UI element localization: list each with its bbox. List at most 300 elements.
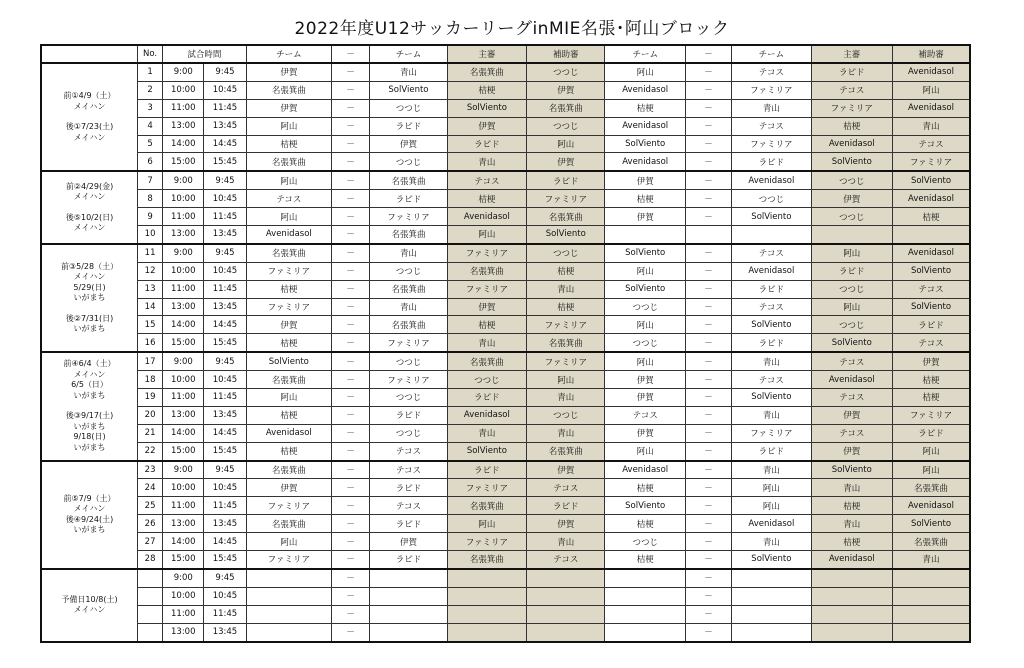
assistant-1-cell: 阿山 (527, 135, 605, 153)
referee-2-cell: Avenidasol (811, 135, 892, 153)
vs-2-cell: － (685, 371, 731, 389)
referee-1-cell: 名張箕曲 (447, 262, 526, 280)
table-row (41, 316, 970, 334)
assistant-2-cell: テコス (892, 334, 970, 352)
team-b1-cell: 伊賀 (370, 533, 447, 551)
match-no-cell (138, 569, 163, 587)
end-time-cell: 10:45 (204, 262, 246, 280)
team-a1-cell: 阿山 (246, 208, 331, 226)
team-b2-cell: Avenidasol (732, 262, 811, 280)
header-vs-1: － (332, 45, 370, 63)
assistant-1-cell: 阿山 (527, 371, 605, 389)
assistant-1-cell: ラピド (527, 171, 605, 189)
end-time-cell: 10:45 (204, 587, 246, 605)
team-a1-cell: 名張箕曲 (246, 371, 331, 389)
team-b1-cell: つつじ (370, 153, 447, 171)
referee-1-cell: 桔梗 (447, 316, 526, 334)
referee-2-cell: 桔梗 (811, 533, 892, 551)
end-time-cell: 11:45 (204, 497, 246, 515)
referee-2-cell: 青山 (811, 479, 892, 497)
assistant-2-cell: ファミリア (892, 153, 970, 171)
team-b1-cell: ラピド (370, 515, 447, 533)
team-b1-cell: 青山 (370, 63, 447, 81)
match-no-cell: 25 (138, 497, 163, 515)
team-a1-cell (246, 605, 331, 623)
match-no-cell: 15 (138, 316, 163, 334)
referee-1-cell: ファミリア (447, 479, 526, 497)
team-b2-cell (732, 587, 811, 605)
team-b2-cell: テコス (732, 244, 811, 262)
referee-1-cell: SolViento (447, 99, 526, 117)
team-b1-cell: つつじ (370, 262, 447, 280)
team-a1-cell: 伊賀 (246, 63, 331, 81)
team-b2-cell: ラピド (732, 334, 811, 352)
table-row (41, 81, 970, 99)
referee-2-cell: 伊賀 (811, 190, 892, 208)
team-b1-cell: テコス (370, 442, 447, 460)
page-title: 2022年度U12サッカーリーグinMIE名張･阿山ブロック (294, 19, 730, 39)
assistant-2-cell: テコス (892, 135, 970, 153)
assistant-1-cell: 伊賀 (527, 515, 605, 533)
team-a2-cell: 桔梗 (605, 551, 685, 569)
vs-2-cell: － (685, 551, 731, 569)
team-a2-cell: 伊賀 (605, 171, 685, 189)
referee-1-cell: ラピド (447, 135, 526, 153)
matchday-line: いがまち (73, 442, 106, 452)
team-b1-cell: 名張箕曲 (370, 316, 447, 334)
start-time-cell: 14:00 (163, 424, 204, 442)
referee-1-cell: 桔梗 (447, 81, 526, 99)
vs-1-cell: － (332, 442, 370, 460)
team-b1-cell: 青山 (370, 298, 447, 316)
team-a1-cell: 桔梗 (246, 406, 331, 424)
team-b2-cell: 青山 (732, 461, 811, 479)
assistant-2-cell: 阿山 (892, 461, 970, 479)
table-row (41, 171, 970, 189)
team-b1-cell: つつじ (370, 352, 447, 370)
start-time-cell: 15:00 (163, 551, 204, 569)
table-row (41, 117, 970, 135)
referee-1-cell: 阿山 (447, 226, 526, 244)
team-a2-cell (605, 623, 685, 641)
match-no-cell: 2 (138, 81, 163, 99)
end-time-cell: 13:45 (204, 406, 246, 424)
matchday-label (41, 244, 138, 352)
assistant-1-cell: 名張箕曲 (527, 99, 605, 117)
referee-1-cell (447, 623, 526, 641)
referee-1-cell: ファミリア (447, 533, 526, 551)
matchday-line: 後④9/24(土) (65, 514, 114, 524)
vs-1-cell: － (332, 63, 370, 81)
assistant-1-cell: 青山 (527, 424, 605, 442)
referee-2-cell: ファミリア (811, 99, 892, 117)
assistant-2-cell: Avenidasol (892, 63, 970, 81)
assistant-2-cell: 阿山 (892, 81, 970, 99)
assistant-2-cell: 桔梗 (892, 371, 970, 389)
team-b1-cell: ファミリア (370, 208, 447, 226)
vs-1-cell: － (332, 298, 370, 316)
vs-2-cell: － (685, 533, 731, 551)
assistant-2-cell: SolViento (892, 515, 970, 533)
assistant-2-cell (892, 623, 970, 641)
vs-1-cell: － (332, 406, 370, 424)
assistant-2-cell (892, 605, 970, 623)
assistant-1-cell: 桔梗 (527, 298, 605, 316)
assistant-1-cell (527, 587, 605, 605)
vs-2-cell: － (685, 497, 731, 515)
match-no-cell: 11 (138, 244, 163, 262)
vs-2-cell: － (685, 190, 731, 208)
end-time-cell: 11:45 (204, 280, 246, 298)
match-no-cell: 19 (138, 389, 163, 407)
team-b2-cell (732, 226, 811, 244)
team-a2-cell: Avenidasol (605, 461, 685, 479)
referee-1-cell (447, 569, 526, 587)
assistant-1-cell (527, 605, 605, 623)
vs-1-cell: － (332, 424, 370, 442)
matchday-line: 前①4/9（土） (63, 91, 116, 101)
table-row (41, 63, 970, 81)
assistant-1-cell: 青山 (527, 280, 605, 298)
vs-2-cell: － (685, 99, 731, 117)
team-b2-cell: ラピド (732, 153, 811, 171)
referee-2-cell: 青山 (811, 515, 892, 533)
referee-1-cell: 阿山 (447, 515, 526, 533)
table-row (41, 479, 970, 497)
assistant-1-cell: 名張箕曲 (527, 334, 605, 352)
assistant-1-cell: テコス (527, 551, 605, 569)
vs-2-cell: － (685, 623, 731, 641)
match-no-cell: 16 (138, 334, 163, 352)
table-row (41, 371, 970, 389)
vs-2-cell: － (685, 352, 731, 370)
team-b2-cell: ファミリア (732, 81, 811, 99)
end-time-cell: 14:45 (204, 135, 246, 153)
team-b2-cell: ファミリア (732, 424, 811, 442)
end-time-cell: 13:45 (204, 117, 246, 135)
team-b1-cell: SolViento (370, 81, 447, 99)
assistant-1-cell: 伊賀 (527, 81, 605, 99)
table-row (41, 280, 970, 298)
team-a1-cell: ファミリア (246, 551, 331, 569)
team-b1-cell: テコス (370, 497, 447, 515)
vs-2-cell: － (685, 316, 731, 334)
end-time-cell: 9:45 (204, 461, 246, 479)
team-b2-cell (732, 605, 811, 623)
team-a1-cell: 桔梗 (246, 135, 331, 153)
referee-2-cell: 阿山 (811, 298, 892, 316)
table-row (41, 190, 970, 208)
team-a2-cell (605, 587, 685, 605)
team-b2-cell: SolViento (732, 389, 811, 407)
matchday-line: メイハン (73, 223, 106, 233)
start-time-cell: 11:00 (163, 605, 204, 623)
assistant-2-cell: 名張箕曲 (892, 479, 970, 497)
vs-1-cell: － (332, 479, 370, 497)
start-time-cell: 10:00 (163, 479, 204, 497)
referee-1-cell: 名張箕曲 (447, 497, 526, 515)
team-a2-cell (605, 605, 685, 623)
assistant-1-cell: つつじ (527, 406, 605, 424)
team-a1-cell (246, 569, 331, 587)
table-row (41, 569, 970, 587)
vs-1-cell: － (332, 171, 370, 189)
end-time-cell: 10:45 (204, 190, 246, 208)
team-b1-cell (370, 587, 447, 605)
team-b2-cell: テコス (732, 117, 811, 135)
assistant-1-cell: 名張箕曲 (527, 208, 605, 226)
matchday-line: 後①7/23(土) (65, 122, 114, 132)
vs-1-cell: － (332, 316, 370, 334)
team-b2-cell: SolViento (732, 551, 811, 569)
team-a2-cell: 桔梗 (605, 190, 685, 208)
team-a2-cell: SolViento (605, 244, 685, 262)
vs-2-cell: － (685, 117, 731, 135)
table-row (41, 442, 970, 460)
matchday-line: 後③9/17(土) (65, 411, 114, 421)
matchday-label (41, 171, 138, 244)
assistant-2-cell: Avenidasol (892, 244, 970, 262)
team-a1-cell: 阿山 (246, 389, 331, 407)
start-time-cell: 15:00 (163, 153, 204, 171)
matchday-label (41, 569, 138, 642)
header-vs-2: － (685, 45, 731, 63)
match-no-cell: 18 (138, 371, 163, 389)
start-time-cell: 13:00 (163, 298, 204, 316)
table-row (41, 352, 970, 370)
matchday-label (41, 63, 138, 171)
referee-2-cell: ラピド (811, 262, 892, 280)
vs-2-cell (685, 226, 731, 244)
match-no-cell: 17 (138, 352, 163, 370)
team-a1-cell: 名張箕曲 (246, 153, 331, 171)
referee-2-cell (811, 226, 892, 244)
vs-1-cell: － (332, 208, 370, 226)
match-no-cell: 14 (138, 298, 163, 316)
vs-2-cell: － (685, 389, 731, 407)
end-time-cell: 11:45 (204, 208, 246, 226)
vs-2-cell: － (685, 153, 731, 171)
team-a2-cell: 桔梗 (605, 479, 685, 497)
match-no-cell: 10 (138, 226, 163, 244)
vs-2-cell: － (685, 81, 731, 99)
team-a1-cell: Avenidasol (246, 424, 331, 442)
vs-2-cell: － (685, 262, 731, 280)
start-time-cell: 11:00 (163, 497, 204, 515)
referee-1-cell: 名張箕曲 (447, 551, 526, 569)
team-b2-cell: ファミリア (732, 135, 811, 153)
end-time-cell: 9:45 (204, 352, 246, 370)
match-no-cell: 5 (138, 135, 163, 153)
vs-2-cell: － (685, 208, 731, 226)
referee-1-cell: ラピド (447, 461, 526, 479)
matchday-line: 前②4/29(金) (65, 181, 114, 191)
match-no-cell: 8 (138, 190, 163, 208)
end-time-cell: 10:45 (204, 371, 246, 389)
matchday-line: 後②7/31(日) (65, 313, 114, 323)
matchday-line: いがまち (73, 293, 106, 303)
team-b2-cell (732, 623, 811, 641)
team-b2-cell: 青山 (732, 352, 811, 370)
vs-2-cell: － (685, 63, 731, 81)
vs-2-cell: － (685, 587, 731, 605)
vs-2-cell: － (685, 298, 731, 316)
assistant-2-cell: 桔梗 (892, 208, 970, 226)
match-no-cell: 3 (138, 99, 163, 117)
start-time-cell: 9:00 (163, 461, 204, 479)
table-row (41, 153, 970, 171)
header-match-time: 試合時間 (163, 45, 246, 63)
referee-2-cell: つつじ (811, 208, 892, 226)
team-b2-cell: 青山 (732, 406, 811, 424)
match-no-cell (138, 623, 163, 641)
vs-1-cell: － (332, 135, 370, 153)
team-a2-cell (605, 569, 685, 587)
assistant-1-cell: つつじ (527, 117, 605, 135)
vs-1-cell: － (332, 461, 370, 479)
start-time-cell: 11:00 (163, 280, 204, 298)
assistant-2-cell (892, 587, 970, 605)
matchday-line: 9/18(日) (73, 432, 106, 442)
referee-2-cell: SolViento (811, 334, 892, 352)
vs-2-cell: － (685, 424, 731, 442)
start-time-cell: 13:00 (163, 515, 204, 533)
team-a2-cell: 伊賀 (605, 389, 685, 407)
assistant-1-cell: ファミリア (527, 352, 605, 370)
match-no-cell: 9 (138, 208, 163, 226)
assistant-2-cell: 伊賀 (892, 352, 970, 370)
end-time-cell: 14:45 (204, 316, 246, 334)
matchday-label (41, 461, 138, 569)
referee-1-cell: ファミリア (447, 280, 526, 298)
header-group (41, 45, 138, 63)
end-time-cell: 11:45 (204, 99, 246, 117)
team-b1-cell (370, 569, 447, 587)
team-a2-cell: つつじ (605, 298, 685, 316)
team-b2-cell (732, 569, 811, 587)
start-time-cell: 13:00 (163, 117, 204, 135)
team-b1-cell: つつじ (370, 389, 447, 407)
start-time-cell: 10:00 (163, 371, 204, 389)
vs-1-cell: － (332, 262, 370, 280)
header-team-b2: チーム (732, 45, 811, 63)
team-a2-cell: 阿山 (605, 63, 685, 81)
table-row (41, 424, 970, 442)
matchday-line: いがまち (73, 525, 106, 535)
referee-2-cell: 伊賀 (811, 442, 892, 460)
end-time-cell: 13:45 (204, 623, 246, 641)
table-row (41, 334, 970, 352)
team-a1-cell (246, 623, 331, 641)
start-time-cell: 10:00 (163, 587, 204, 605)
referee-2-cell: 伊賀 (811, 406, 892, 424)
assistant-2-cell: Avenidasol (892, 99, 970, 117)
assistant-2-cell: SolViento (892, 262, 970, 280)
assistant-1-cell: 桔梗 (527, 262, 605, 280)
team-a1-cell: 阿山 (246, 171, 331, 189)
end-time-cell: 14:45 (204, 424, 246, 442)
match-no-cell: 13 (138, 280, 163, 298)
assistant-1-cell: つつじ (527, 63, 605, 81)
team-b1-cell: 名張箕曲 (370, 226, 447, 244)
vs-2-cell: － (685, 479, 731, 497)
team-a1-cell: 名張箕曲 (246, 244, 331, 262)
assistant-2-cell: 桔梗 (892, 389, 970, 407)
vs-2-cell: － (685, 135, 731, 153)
vs-1-cell: － (332, 244, 370, 262)
team-a1-cell: 阿山 (246, 117, 331, 135)
team-a1-cell: 伊賀 (246, 479, 331, 497)
referee-2-cell: SolViento (811, 461, 892, 479)
assistant-1-cell: 名張箕曲 (527, 442, 605, 460)
referee-1-cell: テコス (447, 171, 526, 189)
start-time-cell: 13:00 (163, 623, 204, 641)
matchday-line: いがまち (73, 390, 106, 400)
match-no-cell: 26 (138, 515, 163, 533)
start-time-cell: 11:00 (163, 99, 204, 117)
referee-1-cell: Avenidasol (447, 406, 526, 424)
matchday-line: メイハン (73, 369, 106, 379)
start-time-cell: 9:00 (163, 352, 204, 370)
team-b1-cell: ラピド (370, 551, 447, 569)
end-time-cell: 13:45 (204, 298, 246, 316)
team-b2-cell: Avenidasol (732, 171, 811, 189)
header-team-a2: チーム (605, 45, 685, 63)
table-row (41, 497, 970, 515)
assistant-1-cell: SolViento (527, 226, 605, 244)
matchday-line: メイハン (73, 132, 106, 142)
team-a1-cell: Avenidasol (246, 226, 331, 244)
match-no-cell: 22 (138, 442, 163, 460)
referee-2-cell: つつじ (811, 280, 892, 298)
start-time-cell: 14:00 (163, 533, 204, 551)
team-a2-cell: SolViento (605, 497, 685, 515)
end-time-cell: 15:45 (204, 153, 246, 171)
team-b2-cell: テコス (732, 298, 811, 316)
assistant-1-cell (527, 569, 605, 587)
assistant-2-cell: ファミリア (892, 406, 970, 424)
referee-1-cell: Avenidasol (447, 208, 526, 226)
assistant-1-cell: 伊賀 (527, 461, 605, 479)
team-a1-cell: ファミリア (246, 298, 331, 316)
assistant-2-cell: Avenidasol (892, 497, 970, 515)
team-a2-cell: 伊賀 (605, 424, 685, 442)
team-a2-cell (605, 226, 685, 244)
referee-1-cell: 名張箕曲 (447, 352, 526, 370)
match-no-cell: 23 (138, 461, 163, 479)
assistant-1-cell: ファミリア (527, 190, 605, 208)
start-time-cell: 14:00 (163, 135, 204, 153)
end-time-cell: 13:45 (204, 226, 246, 244)
team-b1-cell: ラピド (370, 479, 447, 497)
table-row (41, 533, 970, 551)
start-time-cell: 9:00 (163, 569, 204, 587)
team-a2-cell: 桔梗 (605, 99, 685, 117)
referee-1-cell (447, 587, 526, 605)
match-no-cell: 1 (138, 63, 163, 81)
referee-2-cell: つつじ (811, 171, 892, 189)
referee-2-cell: テコス (811, 352, 892, 370)
match-no-cell: 28 (138, 551, 163, 569)
assistant-2-cell: SolViento (892, 298, 970, 316)
match-no-cell: 12 (138, 262, 163, 280)
matchday-line: 5/29(日) (73, 282, 106, 292)
team-a2-cell: テコス (605, 406, 685, 424)
team-b1-cell (370, 605, 447, 623)
end-time-cell: 15:45 (204, 334, 246, 352)
table-row (41, 99, 970, 117)
vs-1-cell: － (332, 623, 370, 641)
